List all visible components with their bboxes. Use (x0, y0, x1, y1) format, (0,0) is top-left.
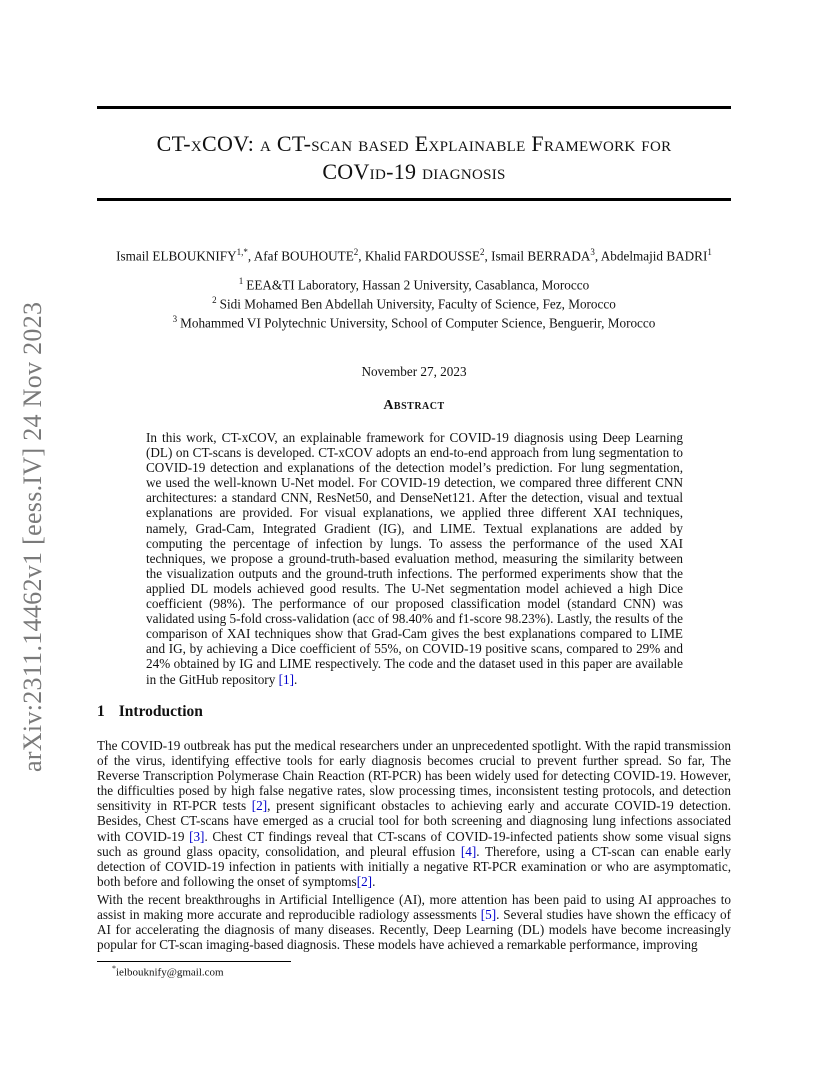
title-line-1: CT-xCOV: a CT-scan based Explainable Framework for (156, 131, 672, 156)
citation-link[interactable]: [4] (460, 843, 477, 859)
author-mark: 2 (353, 247, 359, 257)
arxiv-identifier-stamp: arXiv:2311.14462v1 [eess.IV] 24 Nov 2023 (18, 301, 47, 772)
title-line-2: COVid-19 diagnosis (322, 159, 506, 184)
paragraph-text: , present significant obstacles to achieving early and accurate COVID-19 detection. Besides, Chest CT-scans have emerged as a crucial tool for both screening and diagnosing lung infections associated with COVID-19 (97, 798, 732, 844)
affiliation-text: Mohammed VI Polytechnic University, School of Computer Science, Benguerir, Morocco (180, 315, 656, 331)
affiliation-mark: 1 (238, 276, 244, 286)
footnote-email[interactable]: ielbouknify@gmail.com (116, 966, 224, 979)
author-mark: 2 (480, 247, 485, 257)
abstract-heading: Abstract (383, 398, 445, 413)
paragraph-text: The COVID-19 outbreak has put the medical researchers under an unprecedented spotlight. With the rapid transmission of the virus, identifying effective tools for early diagnosis becomes crucial to prevent further spread. So far, The Reverse Transcription Polymerase Chain Reaction (RT-PCR) has been widely used for detecting COVID-19. However, the difficulties posed by high false negative rates, slow processing times, inconsistent testing protocols, and detection sensitivity in RT-PCR tests (97, 738, 731, 814)
author-name: Khalid FARDOUSSE (364, 248, 481, 264)
section-number: 1 (97, 703, 105, 720)
paragraph-text: . Several studies have shown the efficacy of AI for accelerating the diagnosis of many diseases. Recently, Deep Learning (DL) models have become increasingly popular for CT-scan imaging-based diagnosis. These models have achieved a remarkable performance, improving (97, 907, 731, 953)
intro-paragraph-2 (97, 892, 731, 952)
affiliation-mark: 2 (212, 294, 217, 305)
section-heading-introduction (97, 703, 203, 721)
footnote-mark: * (112, 964, 116, 973)
citation-link[interactable]: [1] (278, 671, 294, 687)
section-title: Introduction (118, 703, 203, 720)
author-name: Ismail ELBOUKNIFY (116, 248, 237, 264)
citation-link[interactable]: [2] (251, 798, 268, 814)
title-top-rule (97, 106, 731, 109)
abstract-body (146, 430, 683, 687)
intro-paragraph-1 (97, 738, 731, 889)
abstract-text-end: . (293, 671, 298, 687)
paragraph-text: . Therefore, using a CT-scan can enable early detection of COVID-19 infection in patients with initially a negative RT-PCR examination or who are asymptomatic, both before and following the onset of symptoms (97, 843, 731, 889)
author-mark: 1 (707, 247, 712, 257)
author-list: Ismail $ELBOUKNIFY^{1,*}$, Afaf BOUHOUTE$^2$, Khalid FARDOUSSE$^2$, Ismail BERRADA$^3$, Abdelmajid BADRI$^1$ (116, 247, 712, 264)
footnote-rule (97, 961, 291, 962)
abstract-text: In this work, CT-xCOV, an explainable framework for COVID-19 diagnosis using Deep Learning (DL) on CT-scans is developed. CT-xCOV adopts an end-to-end approach from lung segmentation to COVID-19 detection and explanations of the detection model’s prediction. For lung segmentation, we used the well-known U-Net model. For COVID-19 detection, we compared three different CNN architectures: a standard CNN, ResNet50, and DenseNet121. After the detection, visual and textual explanations are provided. For visual explanations, we applied three different XAI techniques, namely, Grad-Cam, Integrated Gradient (IG), and LIME. Textual explanations are added by computing the percentage of infection by lungs. To assess the performance of the used XAI techniques, we propose a ground-truth-based evaluation method, measuring the similarity between the visualization outputs and the ground-truth infections. The performed experiments show that the applied DL models achieved good results. The U-Net segmentation model achieved a high Dice coefficient (98%). The performance of our proposed classification model (standard CNN) was validated using 5-fold cross-validation (acc of 98.40% and f1-score 98.23%). Lastly, the results of the comparison of XAI techniques show that Grad-Cam gives the best explanations compared to LIME and IG, by achieving a Dice coefficient of 55%, on COVID-19 positive scans, compared to 29% and 24% obtained by IG and LIME respectively. The code and the dataset used in this paper are available in the GitHub repository (146, 430, 683, 687)
affiliation-line (97, 293, 731, 312)
affiliation-list (97, 274, 731, 331)
author-name: Abdelmajid BADRI (600, 248, 708, 264)
paragraph-text: With the recent breakthroughs in Artificial Intelligence (AI), more attention has been paid to using AI approaches to assist in making more accurate and reproducible radiology assessments (97, 892, 731, 923)
affiliation-line (97, 274, 731, 293)
author-mark: 1,* (236, 247, 248, 257)
author-name: Afaf BOUHOUTE (253, 248, 354, 264)
affiliation-line (97, 312, 731, 331)
citation-link[interactable]: [3] (189, 828, 205, 844)
author-name: Ismail BERRADA (491, 248, 591, 264)
citation-link[interactable]: [2] (356, 873, 373, 889)
paper-title (97, 130, 731, 186)
publication-date: November 27, 2023 (361, 364, 467, 379)
paragraph-text: . Chest CT findings reveal that CT-scans of COVID-19-infected patients show some visual signs such as ground glass opacity, consolidation, and pleural effusion (97, 828, 731, 859)
affiliation-text: EEA&TI Laboratory, Hassan 2 University, Casablanca, Morocco (246, 277, 590, 293)
author-mark: 3 (590, 247, 595, 257)
citation-link[interactable]: [5] (480, 907, 497, 923)
affiliation-text: Sidi Mohamed Ben Abdellah University, Faculty of Science, Fez, Morocco (219, 296, 616, 312)
title-bottom-rule (97, 198, 731, 201)
affiliation-mark: 3 (172, 313, 178, 324)
paragraph-text: . (372, 873, 376, 889)
footnote (112, 964, 224, 979)
